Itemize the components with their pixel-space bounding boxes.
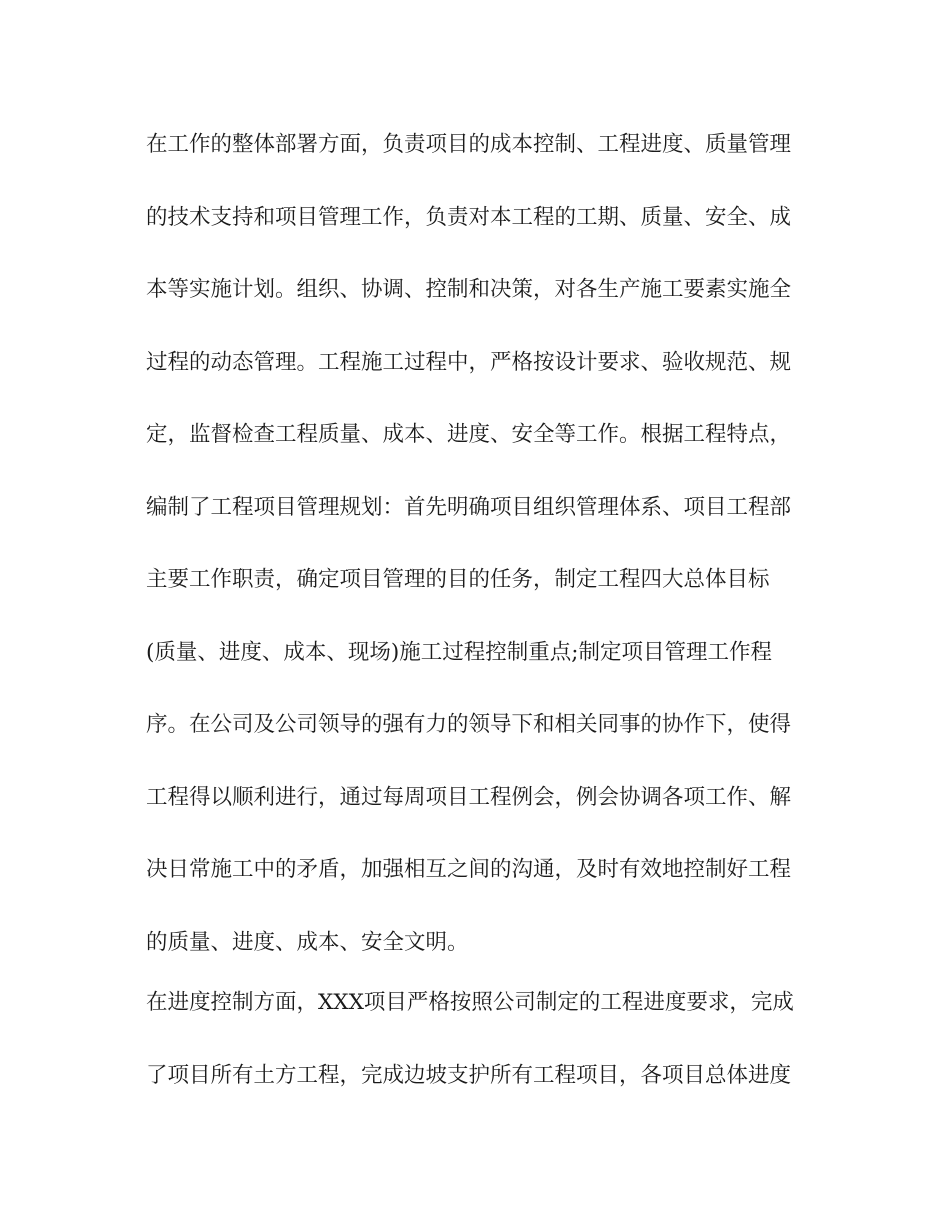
text-line: 的质量、进度、成本、安全文明。 (146, 930, 469, 955)
text-line: 序。在公司及公司领导的强有力的领导下和相关同事的协作下，使得 (146, 712, 792, 737)
text-line: (质量、进度、成本、现场)施工过程控制重点;制定项目管理工作程 (146, 640, 773, 665)
text-line: 主要工作职责，确定项目管理的目的任务，制定工程四大总体目标 (146, 567, 770, 592)
text-line: 编制了工程项目管理规划：首先明确项目组织管理体系、项目工程部 (146, 495, 792, 520)
text-line: 定，监督检查工程质量、成本、进度、安全等工作。根据工程特点， (146, 422, 792, 447)
text-line: 的技术支持和项目管理工作，负责对本工程的工期、质量、安全、成 (146, 205, 792, 230)
text-line: 决日常施工中的矛盾，加强相互之间的沟通，及时有效地控制好工程 (146, 857, 792, 882)
text-line: 过程的动态管理。工程施工过程中，严格按设计要求、验收规范、规 (146, 350, 792, 375)
text-line: 本等实施计划。组织、协调、控制和决策，对各生产施工要素实施全 (146, 277, 792, 302)
text-line: 在工作的整体部署方面，负责项目的成本控制、工程进度、质量管理 (146, 132, 792, 157)
text-line: 在进度控制方面，XXX项目严格按照公司制定的工程进度要求，完成 (146, 990, 794, 1015)
text-line: 了项目所有土方工程，完成边坡支护所有工程项目，各项目总体进度 (146, 1063, 792, 1088)
text-line: 工程得以顺利进行，通过每周项目工程例会，例会协调各项工作、解 (146, 785, 792, 810)
